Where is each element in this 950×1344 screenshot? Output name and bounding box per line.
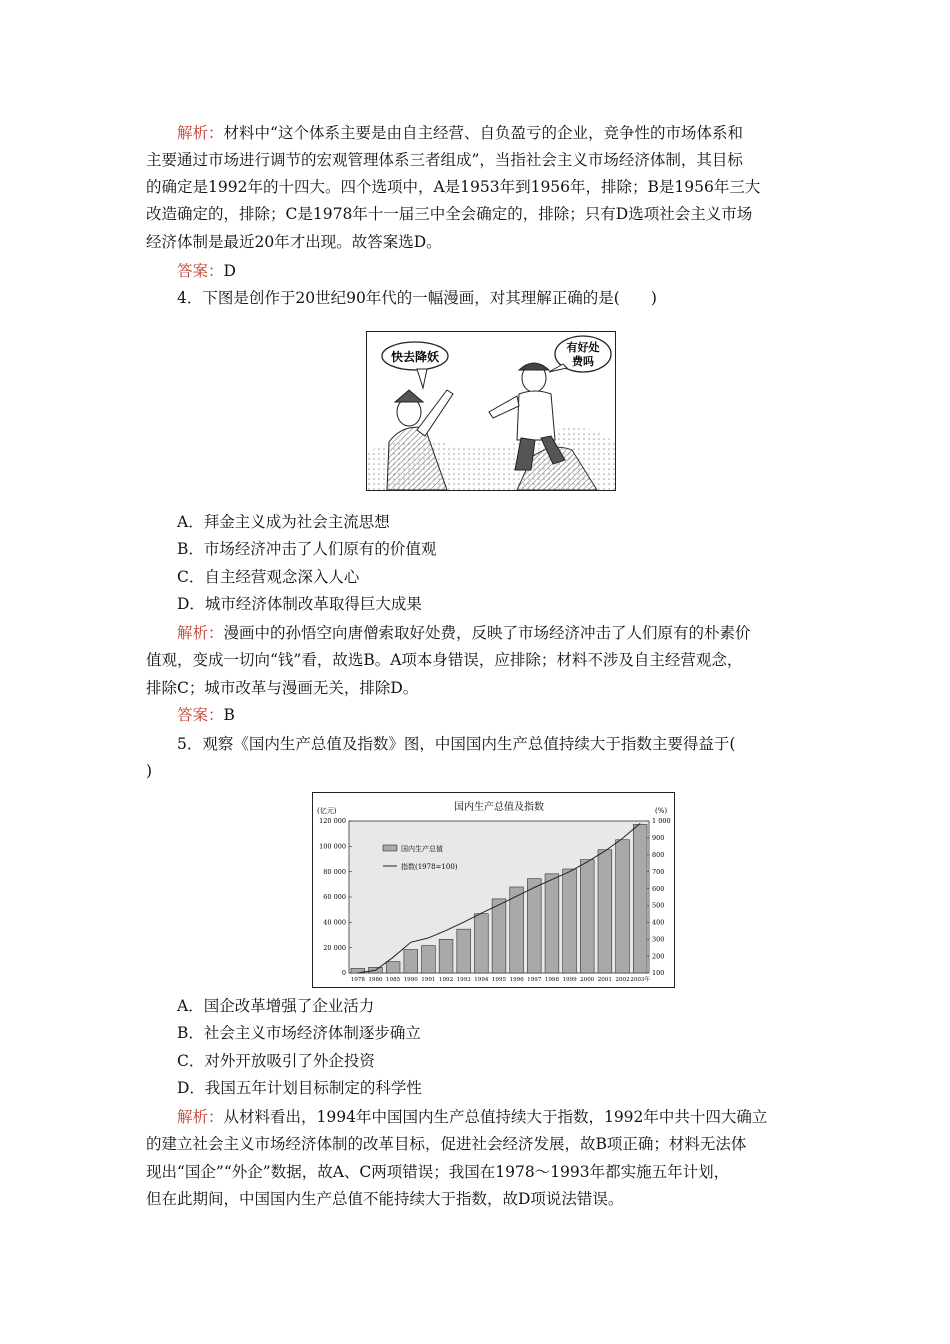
q5-option-c: C．对外开放吸引了外企投资 (177, 1052, 375, 1070)
q3-analysis-line-3: 的确定是1992年的十四大。四个选项中，A是1953年到1956年，排除；B是1956年三大 (146, 178, 761, 196)
right-tick-label: 200 (652, 952, 665, 961)
q4-analysis-line-1: 解析：漫画中的孙悟空向唐僧索取好处费，反映了市场经济冲击了人们原有的朴素价 (177, 624, 751, 642)
gdp-bar (616, 840, 630, 973)
left-axis-unit: (亿元) (317, 807, 337, 815)
left-tick-label: 80 000 (323, 867, 346, 876)
gdp-chart-svg (313, 793, 674, 987)
x-tick-label: 1993 (456, 977, 471, 983)
gdp-bar (527, 879, 541, 973)
left-tick-label: 120 000 (319, 817, 346, 826)
chart-title: 国内生产总值及指数 (454, 802, 544, 813)
q4-option-a: A．拜金主义成为社会主流思想 (177, 513, 390, 531)
right-tick-label: 300 (652, 935, 665, 944)
gdp-bar (545, 874, 559, 973)
left-tick-label: 20 000 (323, 943, 346, 952)
x-tick-label: 1978 (350, 977, 365, 983)
q4-answer: 答案：B (177, 706, 235, 724)
x-tick-label: 1999 (562, 977, 577, 983)
gdp-chart (312, 792, 675, 988)
q5-stem-line-1: 5．观察《国内生产总值及指数》图，中国国内生产总值持续大于指数主要得益于( (177, 735, 736, 753)
q3-analysis-line-1: 解析：材料中“这个体系主要是由自主经营、自负盈亏的企业，竞争性的市场体系和 (177, 124, 743, 142)
legend-bar-swatch (383, 845, 397, 851)
cartoon-image (366, 331, 616, 491)
q5-option-d: D．我国五年计划目标制定的科学性 (177, 1079, 422, 1097)
x-tick-label: 1990 (403, 977, 418, 983)
q5-option-a: A．国企改革增强了企业活力 (177, 997, 375, 1015)
right-tick-label: 700 (652, 867, 665, 876)
q3-answer: 答案：D (177, 262, 236, 280)
q4-analysis-line-3: 排除C；城市改革与漫画无关，排除D。 (146, 679, 419, 697)
q5-analysis-line-1: 解析：从材料看出，1994年中国国内生产总值持续大于指数，1992年中共十四大确立 (177, 1108, 768, 1126)
right-tick-label: 1 000 (652, 817, 671, 826)
q4-stem: 4．下图是创作于20世纪90年代的一幅漫画，对其理解正确的是( ) (177, 289, 657, 307)
q4-option-b: B．市场经济冲击了人们原有的价值观 (177, 540, 437, 558)
q5-stem-line-2: ) (146, 762, 153, 780)
right-axis-unit: (%) (655, 807, 668, 815)
left-tick-label: 40 000 (323, 918, 346, 927)
q4-option-d: D．城市经济体制改革取得巨大成果 (177, 595, 422, 613)
x-tick-label: 1996 (509, 977, 524, 983)
gdp-bar (457, 929, 471, 973)
cartoon-drawing (367, 332, 615, 490)
gdp-bar (474, 914, 488, 973)
x-tick-label: 1985 (385, 977, 401, 983)
right-tick-label: 500 (652, 901, 665, 910)
gdp-bar (422, 946, 436, 973)
x-tick-label: 1980 (368, 977, 383, 983)
gdp-bar (510, 887, 524, 973)
right-tick-label: 400 (652, 918, 665, 927)
q3-analysis-line-4: 改造确定的，排除；C是1978年十一届三中全会确定的，排除；只有D选项社会主义市场 (146, 205, 753, 223)
x-tick-label: 2001 (597, 977, 613, 983)
x-tick-label: 1994 (474, 977, 489, 983)
x-tick-label: 1992 (438, 977, 454, 983)
bubble-left-text: 快去降妖 (390, 350, 440, 364)
right-tick-label: 900 (652, 834, 665, 843)
q5-analysis-line-3: 现出“国企”“外企”数据，故A、C两项错误；我国在1978～1993年都实施五年计划， (146, 1163, 730, 1181)
x-tick-label: 1998 (544, 977, 560, 983)
x-tick-label: 1997 (527, 977, 542, 983)
x-tick-label: 2003年 (630, 977, 651, 983)
q5-analysis-line-4: 但在此期间，中国国内生产总值不能持续大于指数，故D项说法错误。 (146, 1190, 624, 1208)
gdp-bar (563, 869, 577, 973)
right-tick-label: 600 (652, 884, 665, 893)
left-tick-label: 60 000 (323, 893, 346, 902)
q4-option-c: C．自主经营观念深入人心 (177, 568, 360, 586)
gdp-bar (439, 939, 453, 973)
left-tick-label: 100 000 (319, 842, 346, 851)
gdp-bar (598, 850, 612, 973)
x-tick-label: 1991 (421, 977, 436, 983)
x-tick-label: 1995 (491, 977, 507, 983)
q3-analysis-line-5: 经济体制是最近20年才出现。故答案选D。 (146, 233, 442, 251)
q3-analysis-line-2: 主要通过市场进行调节的宏观管理体系三者组成”，当指社会主义市场经济体制，其目标 (146, 151, 743, 169)
gdp-bar (386, 962, 400, 973)
bubble-right-text-1: 有好处 (566, 341, 600, 354)
x-tick-label: 2002 (615, 977, 630, 983)
gdp-bar (404, 950, 418, 973)
right-tick-label: 800 (652, 850, 665, 859)
q3-analysis-label: 解析： (177, 124, 224, 142)
right-tick-label: 100 (652, 969, 665, 978)
x-tick-label: 2000 (580, 977, 595, 983)
gdp-bar (492, 899, 506, 973)
gdp-bar (580, 860, 594, 973)
legend-bar-label: 国内生产总值 (401, 845, 443, 853)
q5-option-b: B．社会主义市场经济体制逐步确立 (177, 1024, 421, 1042)
left-tick-label: 0 (341, 969, 346, 978)
bubble-right-text-2: 费吗 (572, 355, 594, 368)
q4-analysis-line-2: 值观，变成一切向“钱”看，故选B。A项本身错误，应排除；材料不涉及自主经营观念， (146, 651, 743, 669)
q5-analysis-line-2: 的建立社会主义市场经济体制的改革目标，促进社会经济发展，故B项正确；材料无法体 (146, 1135, 747, 1153)
gdp-bar (633, 824, 647, 973)
legend-line-label: 指数(1978=100) (401, 863, 458, 871)
